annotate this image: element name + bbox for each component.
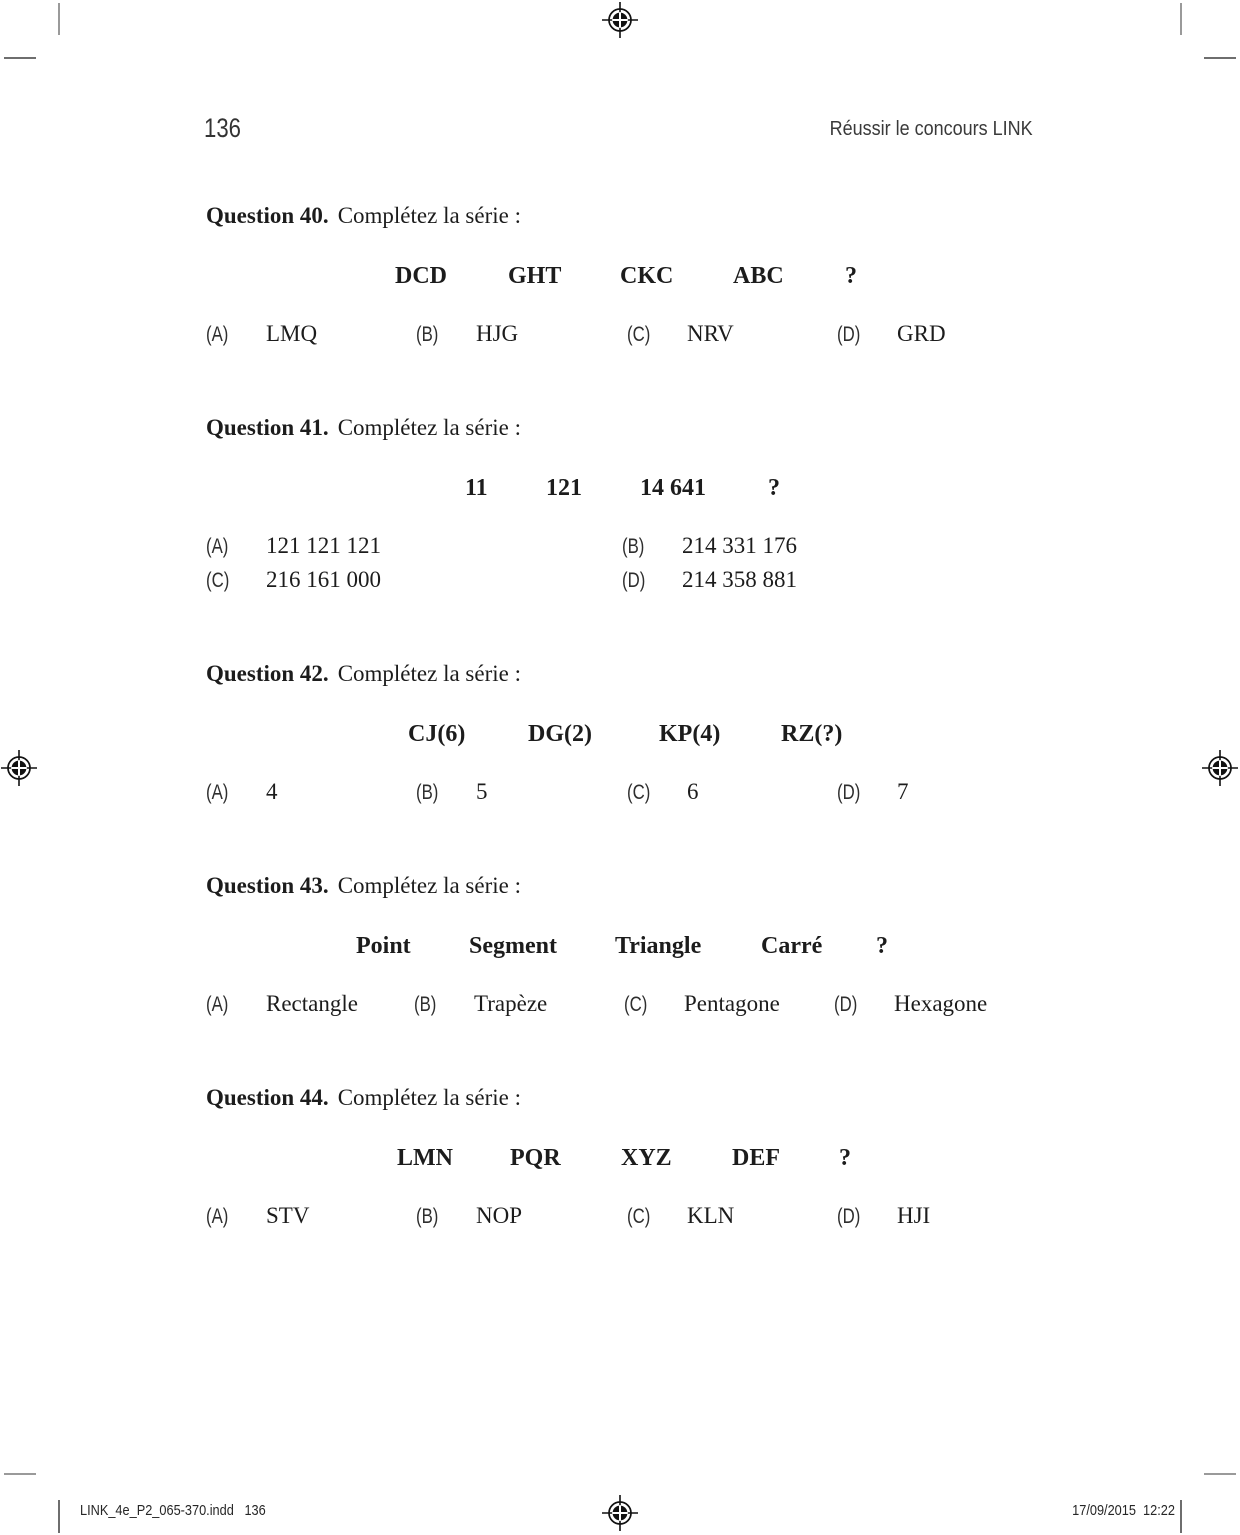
series-item: 14 641: [640, 475, 706, 501]
series-row: [0, 721, 1240, 753]
question-prompt: Complétez la série :: [337, 1085, 521, 1110]
option-text: Hexagone: [894, 991, 988, 1016]
series-item: ?: [876, 933, 888, 959]
option-letter: (C): [206, 569, 230, 592]
series-row: [0, 933, 1240, 965]
series-item: DCD: [395, 263, 447, 289]
page-number: 136: [204, 113, 241, 143]
question-number: Question 40.: [206, 203, 329, 228]
trim-mark: [4, 1473, 36, 1475]
option-text: LMQ: [266, 321, 318, 346]
series-item: XYZ: [621, 1145, 672, 1171]
footer-timestamp: 17/09/2015 12:22: [1072, 1502, 1175, 1519]
option-text: Trapèze: [474, 991, 548, 1016]
series-item: ?: [839, 1145, 851, 1171]
answer-option: [206, 533, 381, 559]
option-text: NOP: [476, 1203, 523, 1228]
series-item: Carré: [761, 933, 823, 959]
series-item: ABC: [733, 263, 784, 289]
answer-option: [837, 1203, 930, 1229]
question-number: Question 41.: [206, 415, 329, 440]
question-block-40: [0, 203, 1240, 363]
question-heading: [206, 203, 521, 229]
option-text: 5: [476, 779, 488, 804]
options-row: [0, 321, 1240, 353]
series-item: 121: [546, 475, 582, 501]
option-text: HJI: [897, 1203, 931, 1228]
answer-option: [837, 779, 909, 805]
option-text: 4: [266, 779, 278, 804]
trim-mark: [1180, 3, 1182, 35]
series-item: DEF: [732, 1145, 780, 1171]
series-item: CKC: [620, 263, 674, 289]
question-block-44: [0, 1085, 1240, 1245]
option-letter: (B): [414, 993, 437, 1016]
option-letter: (A): [206, 993, 229, 1016]
answer-option: [206, 1203, 309, 1229]
series-item: 11: [465, 475, 488, 501]
question-prompt: Complétez la série :: [337, 873, 521, 898]
option-letter: (B): [416, 323, 439, 346]
option-text: 216 161 000: [266, 567, 381, 592]
series-item: PQR: [510, 1145, 561, 1171]
series-item: Triangle: [615, 933, 702, 959]
option-letter: (A): [206, 323, 229, 346]
trim-mark: [1204, 57, 1236, 59]
option-letter: (C): [627, 781, 651, 804]
option-text: 214 358 881: [682, 567, 797, 592]
footer-filename: LINK_4e_P2_065-370.indd 136: [80, 1502, 266, 1519]
answer-option: [416, 1203, 522, 1229]
series-row: [0, 263, 1240, 295]
series-item: Point: [356, 933, 411, 959]
options-row: [0, 1203, 1240, 1235]
option-letter: (C): [627, 1205, 651, 1228]
question-block-43: [0, 873, 1240, 1033]
series-row: [0, 1145, 1240, 1177]
question-block-41: [0, 415, 1240, 592]
option-text: STV: [266, 1203, 310, 1228]
option-letter: (C): [624, 993, 648, 1016]
answer-option: [416, 321, 518, 347]
option-text: 6: [687, 779, 699, 804]
question-heading: [206, 1085, 521, 1111]
question-heading: [206, 873, 521, 899]
answer-option: [206, 991, 358, 1017]
question-block-42: [0, 661, 1240, 821]
option-letter: (C): [627, 323, 651, 346]
option-text: NRV: [687, 321, 734, 346]
option-letter: (D): [837, 323, 861, 346]
answer-option: [206, 321, 317, 347]
series-item: ?: [768, 475, 780, 501]
question-number: Question 43.: [206, 873, 329, 898]
series-item: GHT: [508, 263, 562, 289]
question-prompt: Complétez la série :: [337, 661, 521, 686]
series-item: Segment: [469, 933, 557, 959]
series-item: CJ(6): [408, 721, 466, 747]
options-row: [0, 991, 1240, 1023]
option-letter: (D): [837, 781, 861, 804]
option-text: GRD: [897, 321, 946, 346]
registration-mark-icon: [598, 0, 642, 42]
answer-option: [206, 567, 381, 593]
series-row: [0, 475, 1240, 507]
option-letter: (A): [206, 781, 229, 804]
answer-option: [627, 321, 734, 347]
series-item: KP(4): [659, 721, 721, 747]
answer-option: [414, 991, 547, 1017]
option-letter: (A): [206, 535, 229, 558]
options-row: [0, 779, 1240, 811]
answer-option: [837, 321, 946, 347]
question-prompt: Complétez la série :: [337, 203, 521, 228]
option-text: KLN: [687, 1203, 735, 1228]
series-item: LMN: [397, 1145, 453, 1171]
option-letter: (B): [416, 781, 439, 804]
option-text: Pentagone: [684, 991, 780, 1016]
option-text: 7: [897, 779, 909, 804]
question-number: Question 42.: [206, 661, 329, 686]
option-letter: (D): [622, 569, 646, 592]
option-text: 214 331 176: [682, 533, 797, 558]
trim-mark: [1180, 1500, 1182, 1533]
option-letter: (A): [206, 1205, 229, 1228]
option-text: Rectangle: [266, 991, 358, 1016]
question-prompt: Complétez la série :: [337, 415, 521, 440]
trim-mark: [58, 1500, 60, 1533]
answer-option: [627, 779, 699, 805]
series-item: RZ(?): [781, 721, 843, 747]
option-text: 121 121 121: [266, 533, 381, 558]
answer-option: [627, 1203, 734, 1229]
trim-mark: [4, 57, 36, 59]
option-letter: (D): [834, 993, 858, 1016]
option-letter: (B): [416, 1205, 439, 1228]
answer-option: [416, 779, 488, 805]
answer-option: [206, 779, 278, 805]
series-item: ?: [845, 263, 857, 289]
registration-mark-icon: [598, 1491, 642, 1535]
answer-option: [622, 567, 797, 593]
trim-mark: [1204, 1473, 1236, 1475]
running-header-title: Réussir le concours LINK: [829, 118, 1033, 140]
question-number: Question 44.: [206, 1085, 329, 1110]
trim-mark: [58, 3, 60, 35]
options-row: [0, 533, 1240, 565]
answer-option: [624, 991, 780, 1017]
options-row: [0, 567, 1240, 599]
question-heading: [206, 415, 521, 441]
answer-option: [834, 991, 987, 1017]
series-item: DG(2): [528, 721, 592, 747]
option-letter: (B): [622, 535, 645, 558]
option-text: HJG: [476, 321, 519, 346]
option-letter: (D): [837, 1205, 861, 1228]
answer-option: [622, 533, 797, 559]
question-heading: [206, 661, 521, 687]
